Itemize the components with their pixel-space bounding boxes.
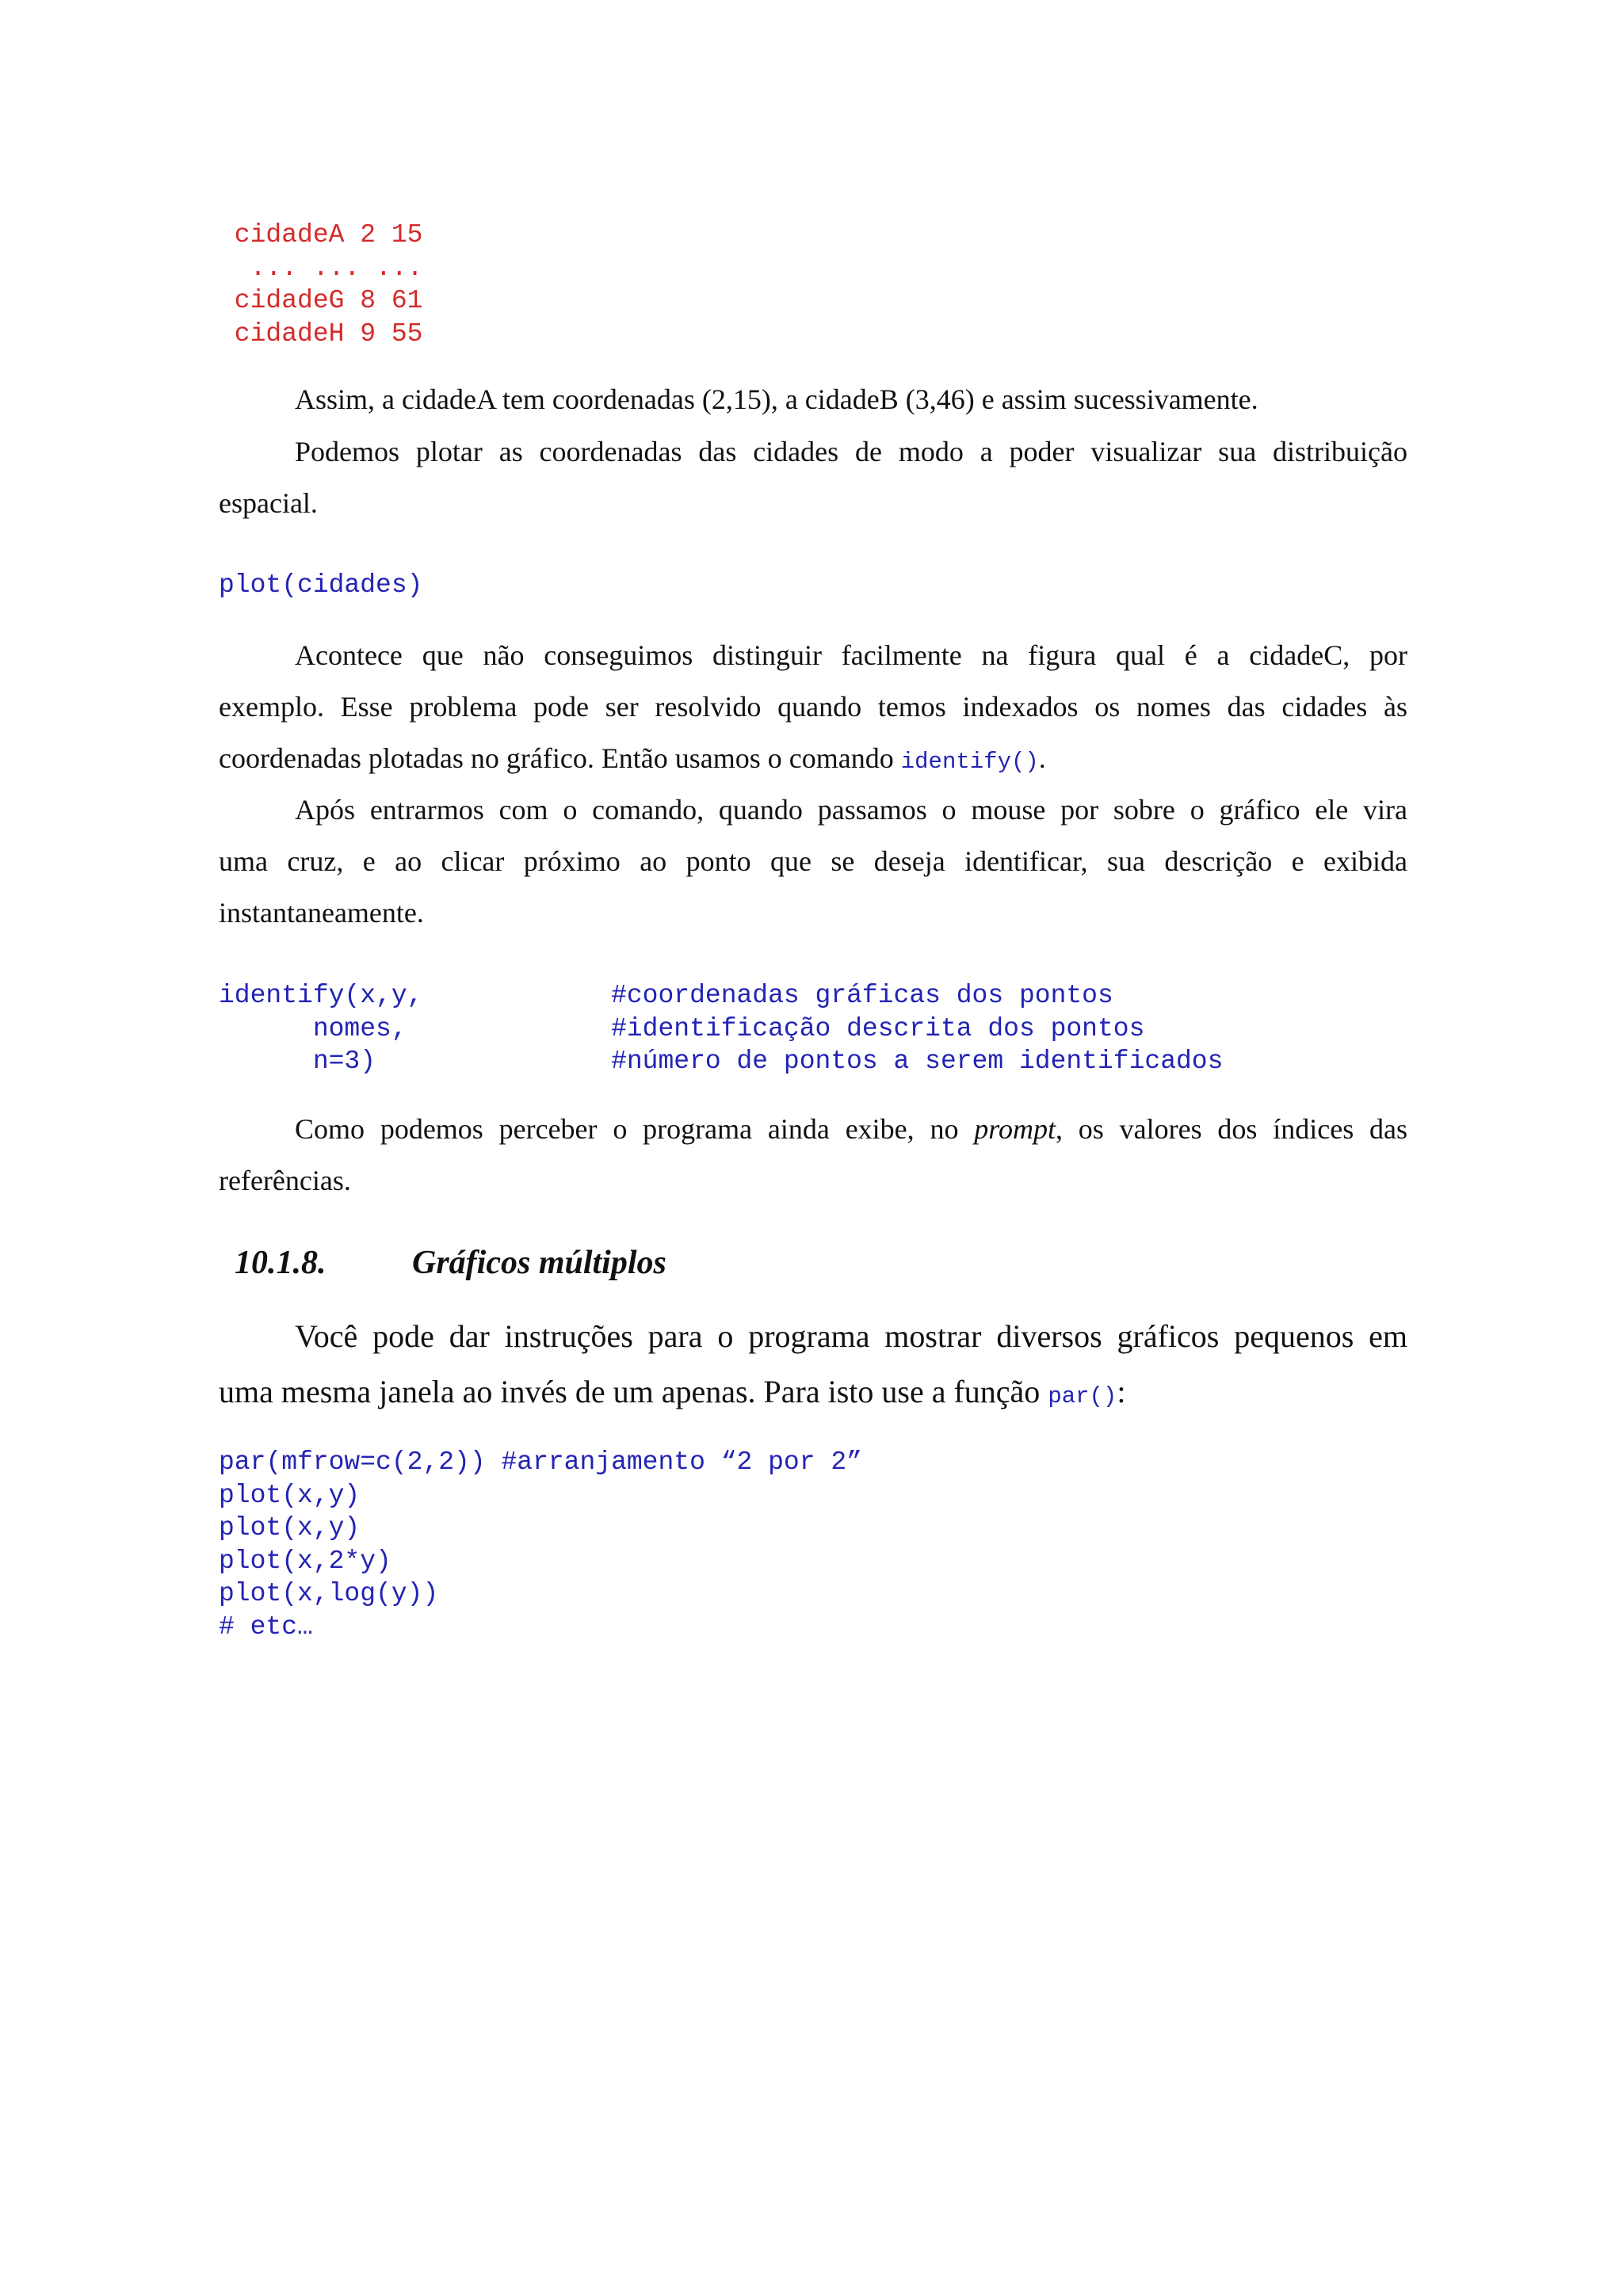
paragraph-line: uma cruz, e ao clicar próximo ao ponto que se deseja identificar, sua descrição e exibida xyxy=(219,845,1407,877)
paragraph-line: instantaneamente. xyxy=(219,897,424,929)
code-block-cities-data xyxy=(219,219,422,350)
paragraph-line xyxy=(219,1104,1407,1155)
code-line: nomes, #identificação descrita dos pontos xyxy=(219,1013,1145,1043)
paragraph-text: Como podemos perceber o programa ainda exibe, no xyxy=(295,1113,975,1145)
paragraph-text: coordenadas plotadas no gráfico. Então usamos o comando xyxy=(219,742,901,774)
section-title: Gráficos múltiplos xyxy=(412,1245,666,1281)
paragraph-identify-problem xyxy=(219,630,1407,788)
paragraph-line: exemplo. Esse problema pode ser resolvido quando temos indexados os nomes das cidades às xyxy=(219,691,1407,723)
code-line: plot(cidades) xyxy=(219,570,423,600)
paragraph-text: . xyxy=(1038,742,1046,774)
code-line: plot(x,2*y) xyxy=(219,1546,391,1576)
code-line: n=3) #número de pontos a serem identificados xyxy=(219,1047,1224,1076)
paragraph-line xyxy=(219,1374,1125,1409)
code-line: cidadeG 8 61 xyxy=(219,286,423,315)
code-block-plot xyxy=(219,569,422,602)
paragraph-text: uma mesma janela ao invés de um apenas. Para isto use a função xyxy=(219,1374,1048,1409)
code-line: cidadeA 2 15 xyxy=(219,220,423,250)
paragraph-line: Acontece que não conseguimos distinguir facilmente na figura qual é a cidadeC, por xyxy=(295,639,1407,671)
paragraph-prompt-note xyxy=(219,1104,1407,1207)
paragraph-line: Após entrarmos com o comando, quando passamos o mouse por sobre o gráfico ele vira xyxy=(295,794,1407,826)
paragraph-line: referências. xyxy=(219,1165,351,1196)
paragraph-plot-intro xyxy=(219,426,1407,529)
paragraph-line: Podemos plotar as coordenadas das cidades de modo a poder visualizar sua distribuição xyxy=(295,436,1407,467)
paragraph-coordinates-intro xyxy=(219,374,1407,425)
code-block-identify xyxy=(219,979,1223,1078)
paragraph-text: : xyxy=(1117,1374,1126,1409)
inline-code-identify: identify() xyxy=(900,749,1039,775)
paragraph-text: Assim, a cidadeA tem coordenadas (2,15), a cidadeB (3,46) e assim sucessivamente. xyxy=(295,383,1258,415)
paragraph-line: Você pode dar instruções para o programa mostrar diversos gráficos pequenos em xyxy=(295,1318,1407,1354)
paragraph-line xyxy=(219,742,1046,774)
code-line: cidadeH 9 55 xyxy=(219,318,423,349)
code-line: # etc… xyxy=(219,1611,313,1642)
paragraph-line: espacial. xyxy=(219,487,318,519)
code-line: plot(x,log(y)) xyxy=(219,1579,439,1608)
inline-code-par: par() xyxy=(1048,1383,1117,1409)
code-line: plot(x,y) xyxy=(219,1480,361,1510)
italic-term: prompt xyxy=(974,1113,1056,1145)
section-heading xyxy=(235,1244,666,1282)
code-line: par(mfrow=c(2,2)) #arranjamento “2 por 2” xyxy=(219,1447,862,1477)
paragraph-multiple-plots xyxy=(219,1309,1407,1425)
code-line: ... ... ... xyxy=(219,253,423,283)
paragraph-text: , os valores dos índices das xyxy=(1055,1113,1408,1145)
section-number: 10.1.8. xyxy=(235,1245,327,1281)
code-block-par-mfrow xyxy=(219,1446,862,1643)
paragraph-identify-usage xyxy=(219,784,1407,939)
code-line: identify(x,y, #coordenadas gráficas dos pontos xyxy=(219,981,1113,1010)
code-line: plot(x,y) xyxy=(219,1513,361,1543)
